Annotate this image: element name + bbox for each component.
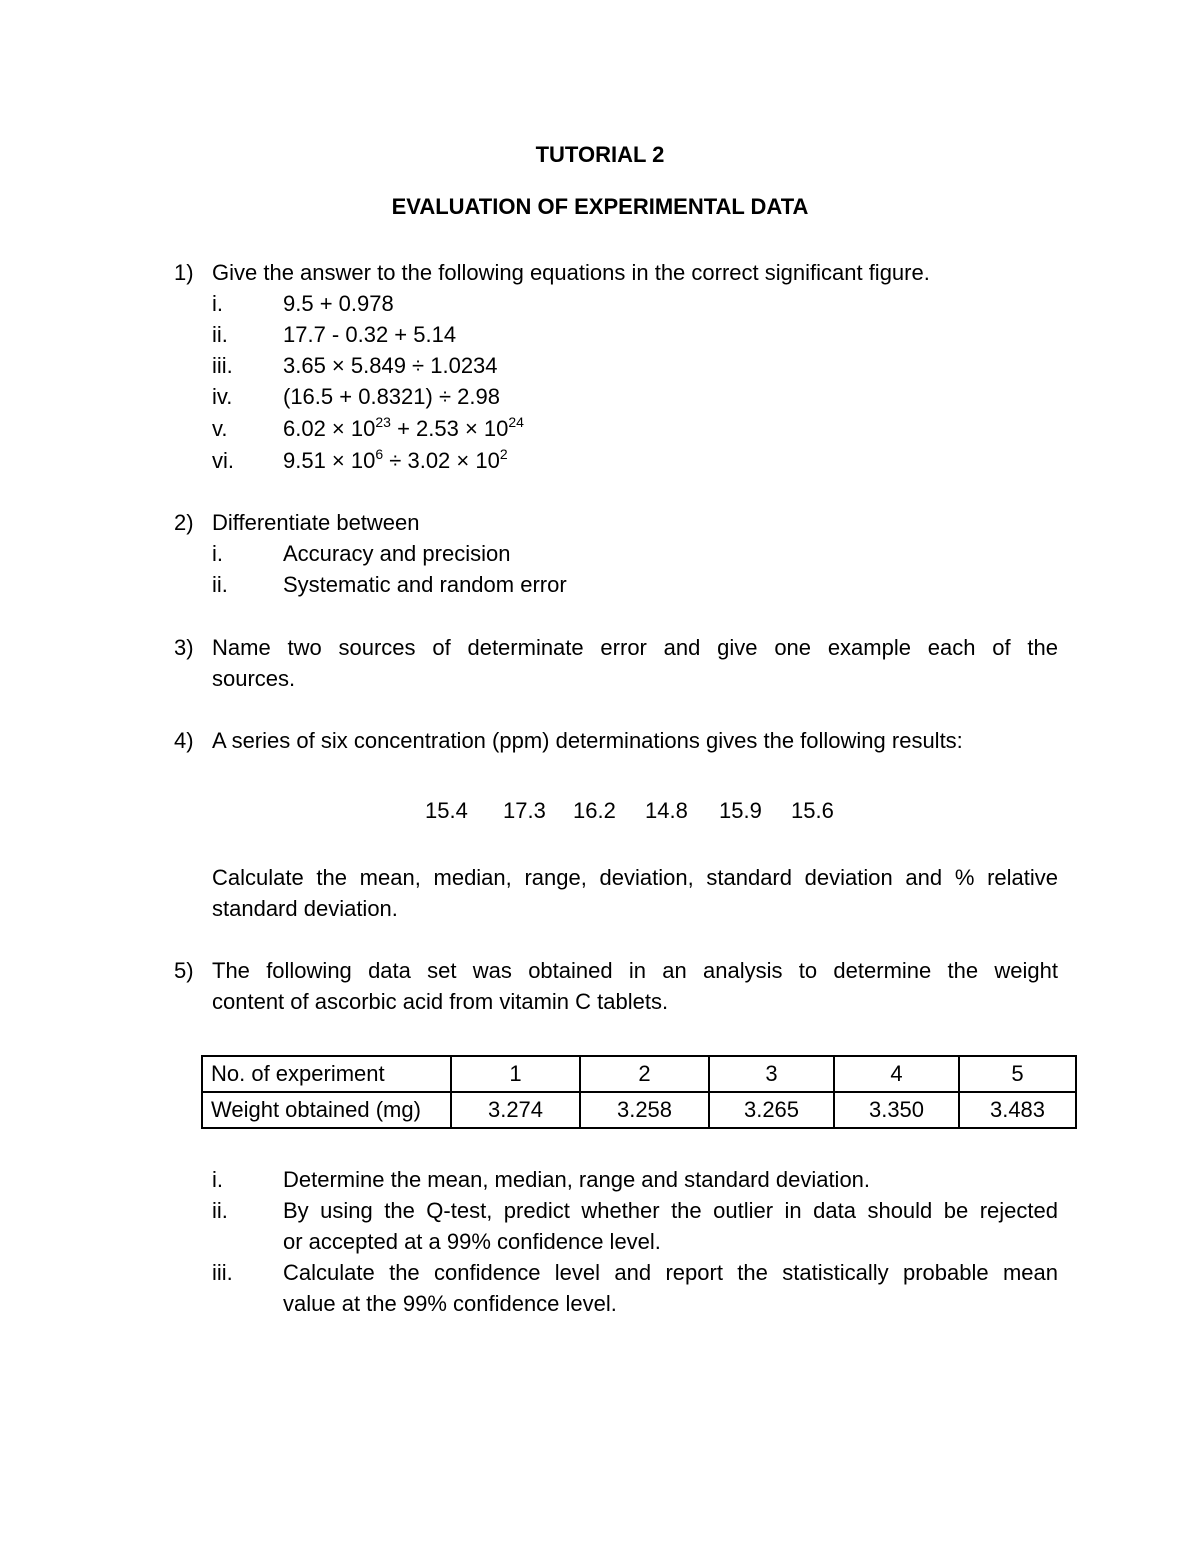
table-cell: 4 [834,1056,959,1092]
question-5-text-line: The following data set was obtained in an analysis to determine the weight [212,958,1058,983]
q1-item-label: i. [212,291,223,316]
q5-item-text: or accepted at a 99% confidence level. [283,1229,661,1254]
q1-item-expression [283,447,508,475]
q2-item-text: Accuracy and precision [283,541,511,566]
value: 16.2 [573,798,616,823]
table-cell: 3.483 [959,1092,1076,1128]
question-4-text-line: Calculate the mean, median, range, deviation, standard deviation and % relative [212,865,1058,890]
table-cell: 3.350 [834,1092,959,1128]
page-subtitle: EVALUATION OF EXPERIMENTAL DATA [391,194,809,219]
expr-part: 6.02 × 10 [283,416,376,441]
q2-item-text: Systematic and random error [283,572,567,597]
expr-part: ÷ 3.02 × 10 [383,448,500,473]
expr-part: 9.51 × 10 [283,448,376,473]
q1-item-text: 3.65 × 5.849 ÷ 1.0234 [283,353,498,378]
table-cell: 5 [959,1056,1076,1092]
value: 15.4 [425,798,468,823]
table-row-header: No. of experiment [202,1056,451,1092]
value: 15.6 [791,798,834,823]
question-3-text-line: sources. [212,666,296,691]
page-title: TUTORIAL 2 [535,142,665,167]
table-cell: 1 [451,1056,580,1092]
q1-item-text: 17.7 - 0.32 + 5.14 [283,322,457,347]
weight-table [201,1055,1077,1129]
q1-item-text: 9.5 + 0.978 [283,291,394,316]
table-cell: 3 [709,1056,834,1092]
q5-item-text: value at the 99% confidence level. [283,1291,617,1316]
value: 15.9 [719,798,762,823]
exponent: 24 [508,414,524,430]
value: 17.3 [503,798,546,823]
q1-item-text: (16.5 + 0.8321) ÷ 2.98 [283,384,500,409]
question-3-number: 3) [174,635,194,660]
question-5-number: 5) [174,958,194,983]
question-4-text-line: standard deviation. [212,896,398,921]
q5-item-text: Calculate the confidence level and report the statistically probable mean [283,1260,1058,1285]
exponent: 23 [375,414,391,430]
question-4-prompt: A series of six concentration (ppm) determinations gives the following results: [212,728,963,753]
table-cell: 3.258 [580,1092,709,1128]
table-row-header: Weight obtained (mg) [202,1092,451,1128]
table-row [202,1092,1076,1128]
exponent: 2 [499,446,508,462]
q2-item-label: i. [212,541,223,566]
question-5-text-line: content of ascorbic acid from vitamin C tablets. [212,989,669,1014]
exponent: 6 [375,446,384,462]
table-cell: 3.265 [709,1092,834,1128]
q1-item-label: ii. [212,322,228,347]
q2-item-label: ii. [212,572,228,597]
table-cell: 3.274 [451,1092,580,1128]
table-cell: 2 [580,1056,709,1092]
q5-item-label: ii. [212,1198,228,1223]
value: 14.8 [645,798,688,823]
question-3-text-line: Name two sources of determinate error and give one example each of the [212,635,1058,660]
question-4-number: 4) [174,728,194,753]
q5-item-text: Determine the mean, median, range and standard deviation. [283,1167,871,1192]
q1-item-label: vi. [212,448,234,473]
q1-item-label: v. [212,416,228,441]
q5-item-label: i. [212,1167,223,1192]
question-1-number: 1) [174,260,194,285]
question-2-prompt: Differentiate between [212,510,420,535]
expr-part: + 2.53 × 10 [390,416,509,441]
question-1-prompt: Give the answer to the following equations in the correct significant figure. [212,260,930,285]
q1-item-expression [283,415,524,443]
q5-item-text: By using the Q-test, predict whether the outlier in data should be rejected [283,1198,1058,1223]
q5-item-label: iii. [212,1260,233,1285]
q1-item-label: iv. [212,384,233,409]
question-2-number: 2) [174,510,194,535]
table-row [202,1056,1076,1092]
q1-item-label: iii. [212,353,233,378]
